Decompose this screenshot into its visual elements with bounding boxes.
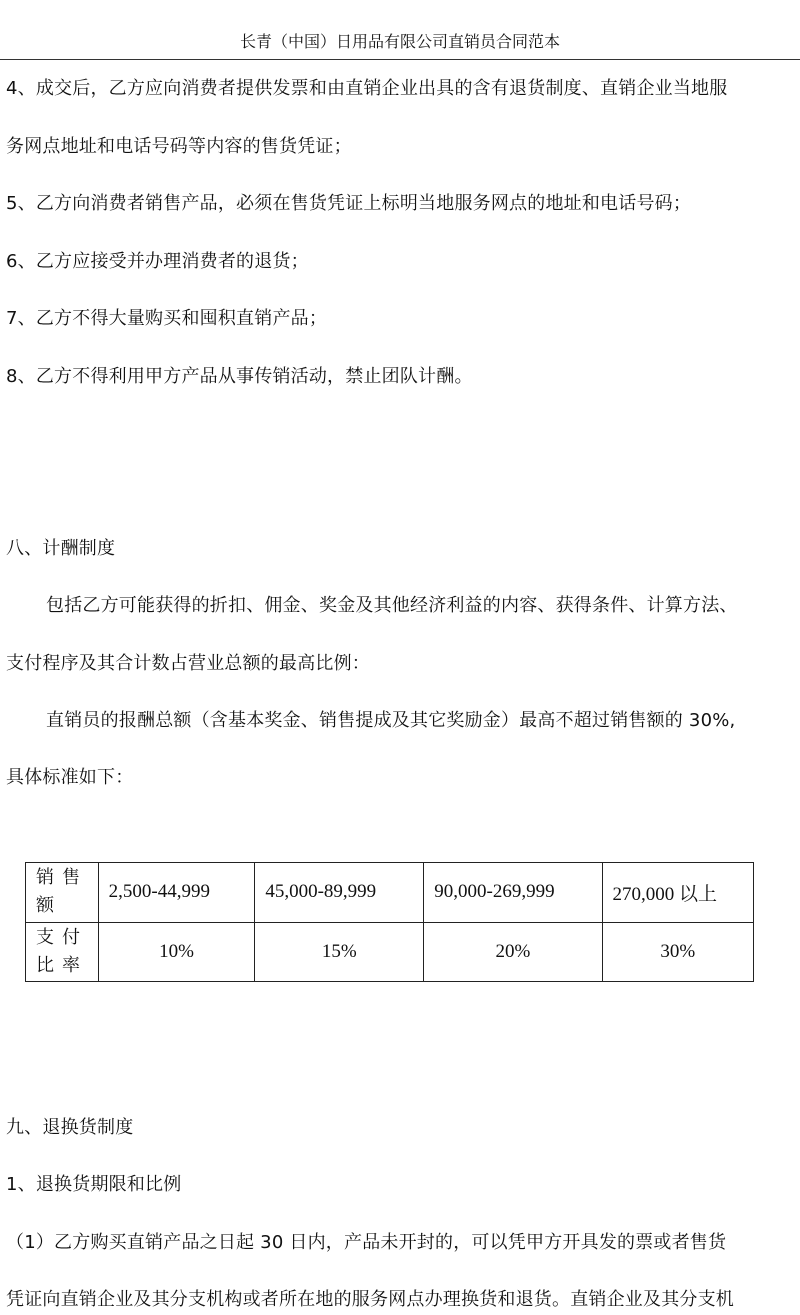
section-8-para-2-line-1: 直销员的报酬总额（含基本奖金、销售提成及其它奖励金）最高不超过销售额的 30%, <box>46 710 736 731</box>
section-9-item-1-1-line-1: （1）乙方购买直销产品之日起 30 日内，产品未开封的，可以凭甲方开具发的票或者售货 <box>6 1232 727 1253</box>
section-9-heading: 九、退换货制度 <box>6 1117 134 1138</box>
page-header <box>0 0 800 60</box>
table-row <box>26 922 754 982</box>
sales-amount-label: 销售额 <box>26 863 99 923</box>
document-title: 长青（中国）日用品有限公司直销员合同范本 <box>239 32 560 51</box>
clause-5: 5、乙方向消费者销售产品，必须在售货凭证上标明当地服务网点的地址和电话号码； <box>6 193 692 214</box>
payment-rate-label: 支付比率 <box>26 922 99 982</box>
table-cell: 90,000-269,999 <box>424 863 602 923</box>
section-8-para-1-line-2: 支付程序及其合计数占营业总额的最高比例： <box>6 653 370 674</box>
table-row <box>26 863 754 923</box>
section-8-para-1-line-1: 包括乙方可能获得的折扣、佣金、奖金及其他经济利益的内容、获得条件、计算方法、 <box>46 595 738 616</box>
table-cell: 45,000-89,999 <box>255 863 424 923</box>
section-9-item-1: 1、退换货期限和比例 <box>6 1174 182 1195</box>
clause-4-line-1: 4、成交后，乙方应向消费者提供发票和由直销企业出具的含有退货制度、直销企业当地服 <box>6 78 728 99</box>
section-8-heading: 八、计酬制度 <box>6 538 116 559</box>
table-cell: 2,500-44,999 <box>98 863 255 923</box>
section-9-item-1-1-line-2: 凭证向直销企业及其分支机构或者所在地的服务网点办理换货和退货。直销企业及其分支机 <box>6 1289 734 1310</box>
clause-6: 6、乙方应接受并办理消费者的退货； <box>6 251 309 272</box>
clause-7: 7、乙方不得大量购买和囤积直销产品； <box>6 308 328 329</box>
table-cell: 30% <box>602 922 753 982</box>
section-8-para-2-line-2: 具体标准如下： <box>6 767 134 788</box>
clause-8: 8、乙方不得利用甲方产品从事传销活动，禁止团队计酬。 <box>6 366 473 387</box>
commission-rate-table <box>25 862 754 982</box>
table-cell: 270,000 以上 <box>602 863 753 923</box>
table-cell: 20% <box>424 922 602 982</box>
clause-4-line-2: 务网点地址和电话号码等内容的售货凭证； <box>6 136 352 157</box>
table-cell: 15% <box>255 922 424 982</box>
table-cell: 10% <box>98 922 255 982</box>
